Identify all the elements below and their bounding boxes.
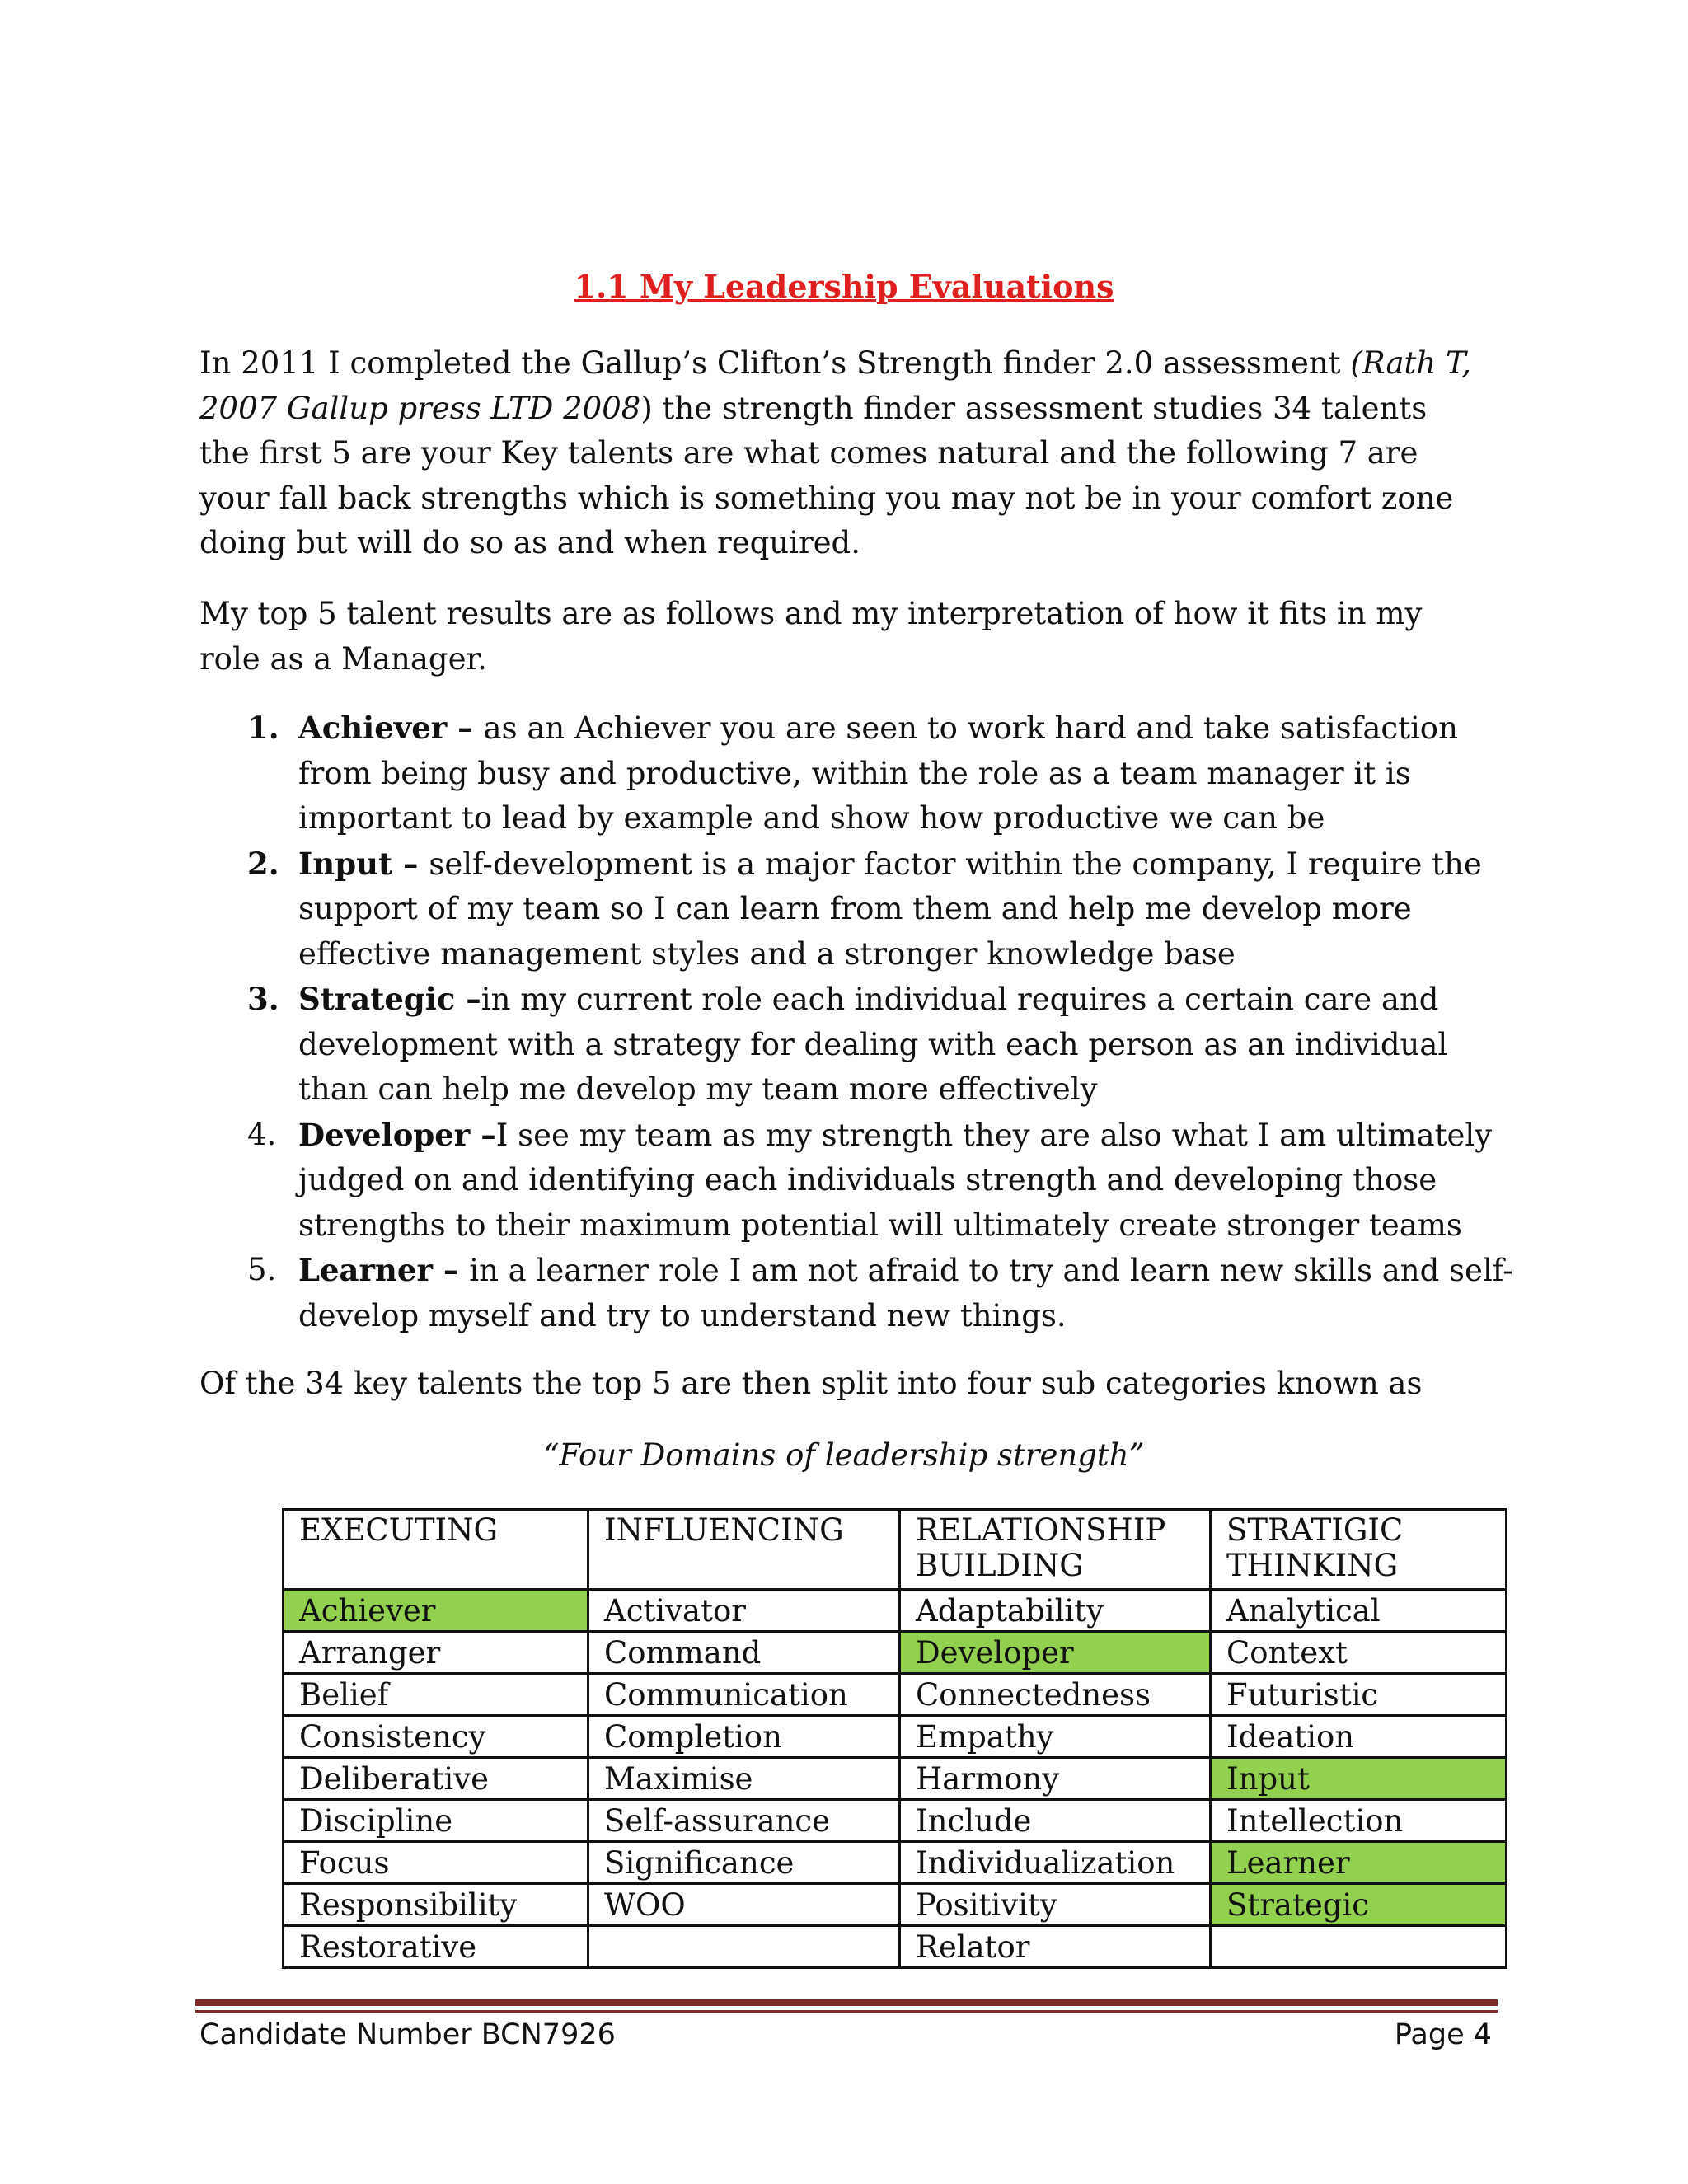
talent-name: Achiever (298, 710, 448, 746)
table-cell: Significance (588, 1842, 900, 1884)
talent-separator: – (470, 1116, 496, 1153)
footer-divider-thin (195, 2010, 1498, 2013)
talent-name: Learner (298, 1252, 433, 1288)
intro-text-start: In 2011 I completed the Gallup’s Clifton’s Strength finder 2.0 assessment (199, 345, 1351, 381)
page-number: Page 4 (1394, 2018, 1492, 2051)
table-cell: Restorative (284, 1926, 588, 1968)
table-cell: Belief (284, 1674, 588, 1716)
table-row (284, 1758, 1507, 1800)
table-row (284, 1800, 1507, 1842)
table-cell: Discipline (284, 1800, 588, 1842)
table-cell-highlighted: Learner (1211, 1842, 1507, 1884)
table-cell: Analytical (1211, 1590, 1507, 1632)
talent-number: 2. (247, 845, 279, 882)
column-header-influencing: INFLUENCING (588, 1510, 900, 1590)
talent-separator: – (392, 845, 429, 882)
table-cell: Maximise (588, 1758, 900, 1800)
table-cell-highlighted: Developer (900, 1632, 1211, 1674)
top5-intro-paragraph: My top 5 talent results are as follows and my interpretation of how it fits in my role as a Manager. (199, 596, 1423, 677)
table-cell-highlighted: Input (1211, 1758, 1507, 1800)
table-cell: Intellection (1211, 1800, 1507, 1842)
table-row (284, 1590, 1507, 1632)
talent-description: in a learner role I am not afraid to try and learn new skills and self-develop myself and try to understand new things. (298, 1253, 1513, 1333)
intro-text-end: ) the strength finder assessment studies 34 talents the first 5 are your Key talents are what comes natural and the following 7 are your fall back strengths which is something you may not be in your comfort zone doing but will do so as and when required. (199, 390, 1454, 560)
table-cell: Adaptability (900, 1590, 1211, 1632)
table-header-row (284, 1510, 1507, 1590)
talent-item (199, 977, 1518, 1113)
table-row (284, 1632, 1507, 1674)
talent-item (199, 1113, 1518, 1249)
talent-item (199, 1248, 1518, 1338)
table-row (284, 1884, 1507, 1926)
table-cell: Command (588, 1632, 900, 1674)
table-cell: Connectedness (900, 1674, 1211, 1716)
table-cell: Responsibility (284, 1884, 588, 1926)
column-header-executing: EXECUTING (284, 1510, 588, 1590)
table-cell: WOO (588, 1884, 900, 1926)
domains-intro-paragraph: Of the 34 key talents the top 5 are then split into four sub categories known as (199, 1366, 1423, 1401)
talent-description: self-development is a major factor within the company, I require the support of my team so I can learn from them and help me develop more effective management styles and a stronger knowledge base (298, 846, 1482, 972)
intro-paragraph (199, 341, 1485, 566)
intro-reference: (Rath T, 2007 Gallup press LTD 2008 (199, 345, 1471, 426)
table-cell: Context (1211, 1632, 1507, 1674)
table-cell: Futuristic (1211, 1674, 1507, 1716)
talent-description: in my current role each individual requires a certain care and development with a strategy for dealing with each person as an individual than can help me develop my team more effectively (298, 982, 1448, 1107)
table-cell: Ideation (1211, 1716, 1507, 1758)
table-cell: Completion (588, 1716, 900, 1758)
talent-description: I see my team as my strength they are also what I am ultimately judged on and identifying each individuals strength and developing those strengths to their maximum potential will ultimately create stronger teams (298, 1117, 1493, 1243)
talent-list (199, 705, 1518, 1338)
talent-separator: – (455, 981, 481, 1017)
table-cell (1211, 1926, 1507, 1968)
candidate-number: Candidate Number BCN7926 (199, 2018, 616, 2051)
talent-separator: – (447, 710, 484, 746)
domains-table (282, 1508, 1507, 1969)
talent-separator: – (432, 1252, 470, 1288)
table-cell-highlighted: Strategic (1211, 1884, 1507, 1926)
table-row (284, 1674, 1507, 1716)
table-cell: Positivity (900, 1884, 1211, 1926)
table-row (284, 1842, 1507, 1884)
talent-name: Strategic (298, 981, 456, 1017)
talent-number: 5. (247, 1252, 277, 1287)
table-cell: Focus (284, 1842, 588, 1884)
table-cell (588, 1926, 900, 1968)
table-cell: Activator (588, 1590, 900, 1632)
table-cell: Individualization (900, 1842, 1211, 1884)
table-cell: Include (900, 1800, 1211, 1842)
table-cell: Self-assurance (588, 1800, 900, 1842)
table-cell: Relator (900, 1926, 1211, 1968)
table-cell: Harmony (900, 1758, 1211, 1800)
table-cell-highlighted: Achiever (284, 1590, 588, 1632)
table-cell: Deliberative (284, 1758, 588, 1800)
talent-item (199, 841, 1518, 977)
table-row (284, 1716, 1507, 1758)
footer-divider (195, 1999, 1498, 2006)
talent-item (199, 705, 1518, 841)
table-row (284, 1926, 1507, 1968)
talent-name: Developer (298, 1116, 471, 1153)
domains-title: “Four Domains of leadership strength” (543, 1437, 1145, 1473)
section-heading: 1.1 My Leadership Evaluations (574, 268, 1114, 305)
talent-name: Input (298, 845, 393, 882)
column-header-strategic-thinking: STRATIGIC THINKING (1211, 1510, 1507, 1590)
table-cell: Consistency (284, 1716, 588, 1758)
talent-description: as an Achiever you are seen to work hard and take satisfaction from being busy and productive, within the role as a team manager it is important to lead by example and show how productive we can be (298, 710, 1458, 836)
talent-number: 3. (247, 981, 279, 1017)
table-cell: Communication (588, 1674, 900, 1716)
table-cell: Arranger (284, 1632, 588, 1674)
column-header-relationship-building: RELATIONSHIP BUILDING (900, 1510, 1211, 1590)
talent-number: 1. (247, 710, 279, 746)
talent-number: 4. (247, 1116, 277, 1152)
table-cell: Empathy (900, 1716, 1211, 1758)
